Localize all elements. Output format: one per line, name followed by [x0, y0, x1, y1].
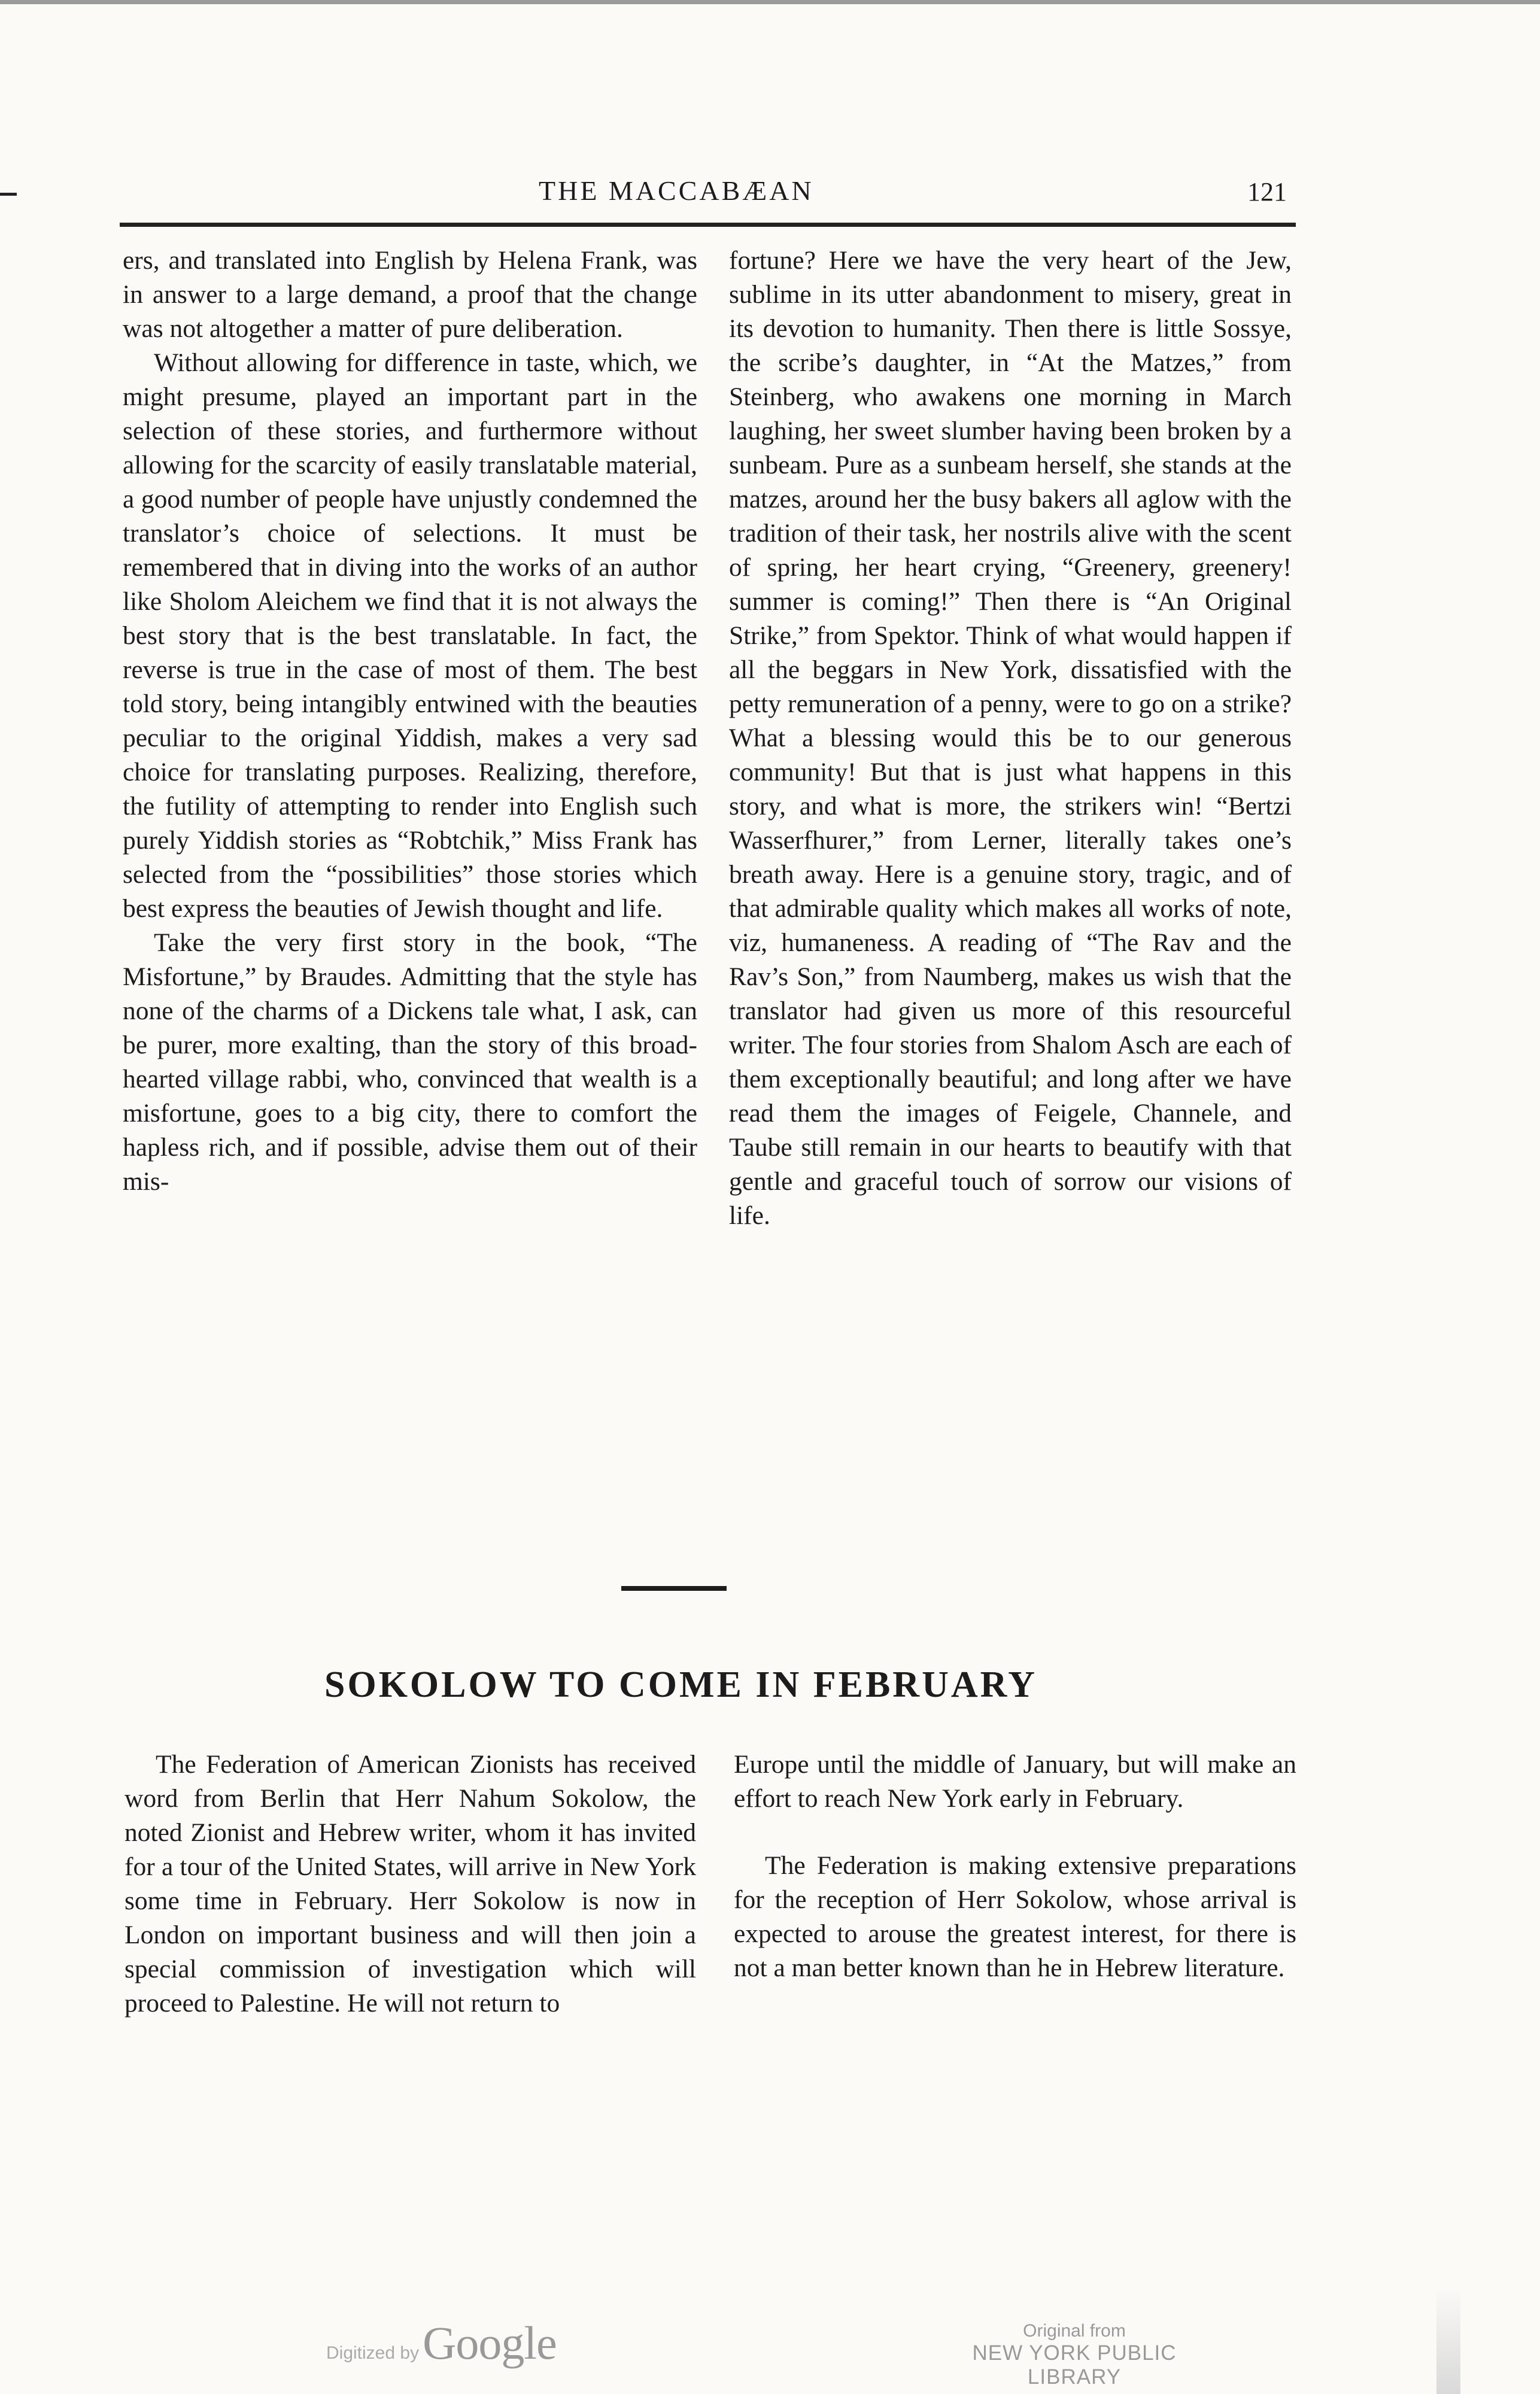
library-attribution: [934, 2321, 1215, 2389]
news-column-left: [124, 1748, 696, 2021]
digitized-by-google: [326, 2316, 557, 2370]
original-from-label: Original from: [1023, 2321, 1126, 2341]
section-divider: [621, 1586, 727, 1591]
library-name: NEW YORK PUBLIC LIBRARY: [972, 2341, 1177, 2389]
page-number: 121: [1247, 177, 1287, 206]
gutter-mark: [0, 193, 17, 196]
review-paragraph: ers, and translated into English by Helena Frank, was in answer to a large demand, a proof that the change was not altogether a matter of pure deliberation.: [123, 246, 697, 343]
top-scan-edge: [0, 0, 1540, 4]
google-logo: Google: [423, 2317, 557, 2369]
article-headline: SOKOLOW TO COME IN FEBRUARY: [324, 1664, 1037, 1705]
digitized-by-label: Digitized by: [326, 2343, 420, 2363]
news-column-right: [734, 1748, 1296, 1985]
news-paragraph: The Federation is making extensive preparations for the reception of Herr Sokolow, whose arrival is expected to arouse the greatest interest, for there is not a man better known than he in Hebrew literature.: [734, 1851, 1296, 1982]
journal-title: THE MACCABÆAN: [539, 175, 814, 206]
scan-edge-artifact: [1436, 2286, 1460, 2394]
review-column-left: [123, 244, 697, 1199]
review-column-right: [729, 244, 1292, 1233]
news-paragraph: The Federation of American Zionists has received word from Berlin that Herr Nahum Sokolow, the noted Zionist and Hebrew writer, whom it has invited for a tour of the United States, will arrive in New York some time in February. Herr Sokolow is now in London on important business and will then join a special commission of investigation which will proceed to Palestine. He will not return to: [124, 1750, 696, 2018]
running-header: [120, 175, 1296, 227]
review-paragraph: Without allowing for difference in taste, which, we might presume, played an important part in the selection of these stories, and furthermore without allowing for the scarcity of easily translatable material, a good number of people have unjustly condemned the translator’s choice of selections. It must be remembered that in diving into the works of an author like Sholom Aleichem we find that it is not always the best story that is the best translatable. In fact, the reverse is true in the case of most of them. The best told story, being intangibly entwined with the beauties peculiar to the original Yiddish, makes a very sad choice for translating purposes. Realizing, therefore, the futility of attempting to render into English such purely Yiddish stories as “Robtchik,” Miss Frank has selected from the “possibilities” those stories which best express the beauties of Jewish thought and life.: [123, 348, 697, 923]
review-paragraph: Take the very first story in the book, “The Misfortune,” by Braudes. Admitting that the style has none of the charms of a Dickens tale what, I ask, can be purer, more exalting, than the story of this broad-hearted village rabbi, who, convinced that wealth is a misfortune, goes to a big city, there to comfort the hapless rich, and if possible, advise them out of their mis-: [123, 928, 697, 1196]
review-paragraph: fortune? Here we have the very heart of the Jew, sublime in its utter abandonment to misery, great in its devotion to humanity. Then there is little Sossye, the scribe’s daughter, in “At the Matzes,” from Steinberg, who awakens one morning in March laughing, her sweet slumber having been broken by a sunbeam. Pure as a sunbeam herself, she stands at the matzes, around her the busy bakers all aglow with the tradition of their task, her nostrils alive with the scent of spring, her heart crying, “Greenery, greenery! summer is coming!” Then there is “An Original Strike,” from Spektor. Think of what would happen if all the beggars in New York, dissatisfied with the petty remuneration of a penny, were to go on a strike? What a blessing would this be to our generous community! But that is just what happens in this story, and what is more, the strikers win! “Bertzi Wasserfhurer,” from Lerner, literally takes one’s breath away. Here is a genuine story, tragic, and of that admirable quality which makes all works of note, viz, humaneness. A reading of “The Rav and the Rav’s Son,” from Naumberg, makes us wish that the translator had given us more of this resourceful writer. The four stories from Shalom Asch are each of them exceptionally beautiful; and long after we have read them the images of Feigele, Channele, and Taube still remain in our hearts to beautify with that gentle and graceful touch of sorrow our visions of life.: [729, 246, 1292, 1230]
news-paragraph: Europe until the middle of January, but will make an effort to reach New York early in February.: [734, 1750, 1296, 1813]
